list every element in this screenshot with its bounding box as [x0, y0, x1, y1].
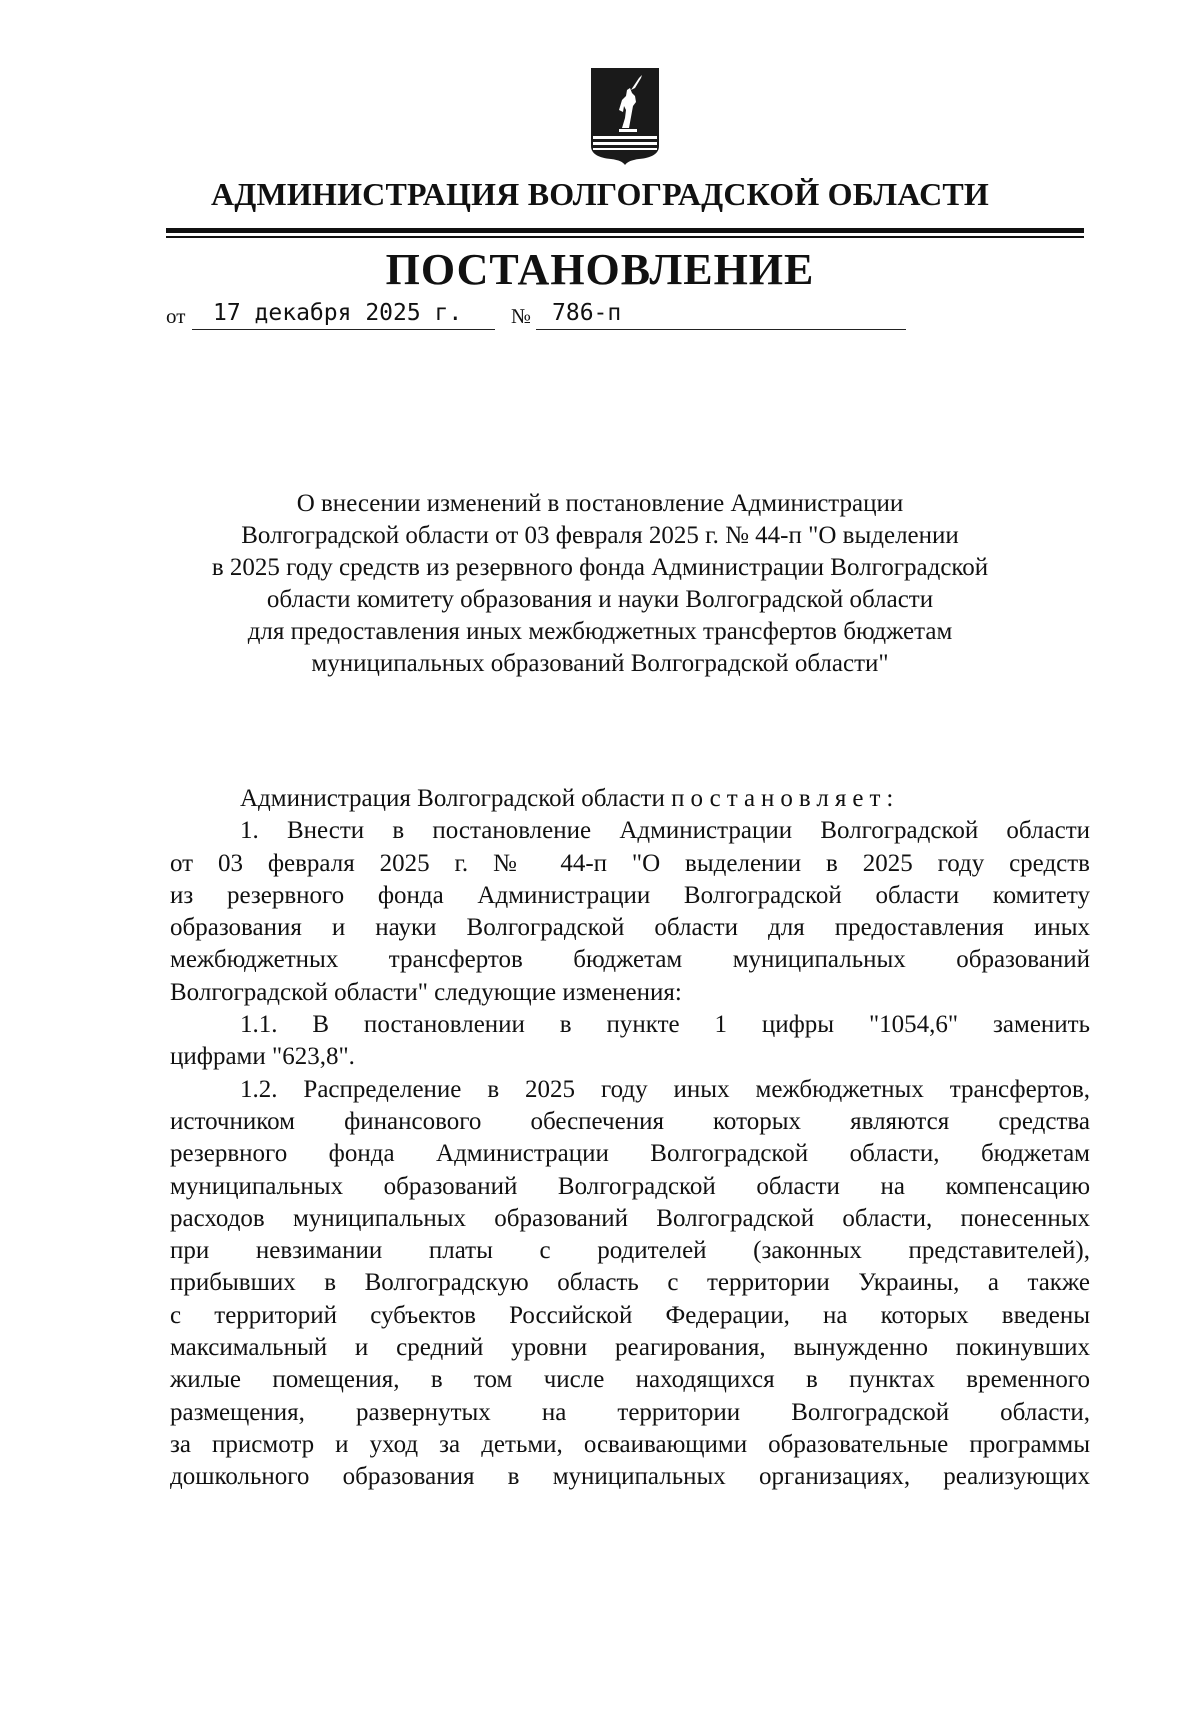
intro-line: [170, 783, 1090, 815]
paragraph-1-line: межбюджетных трансфертов бюджетам муниципальных образований: [170, 946, 1090, 974]
paragraph-1-2-line: муниципальных образований Волгоградской области на компенсацию: [170, 1172, 1090, 1200]
subject-line: для предоставления иных межбюджетных трансфертов бюджетам: [247, 618, 953, 645]
paragraph-1-2-line: максимальный и средний уровни реагирования, вынужденно покинувших: [170, 1334, 1090, 1362]
volgograd-coat-of-arms-icon: [589, 66, 661, 166]
date-underline: [192, 329, 495, 330]
paragraph-1-2-line: расходов муниципальных образований Волгоградской области, понесенных: [170, 1204, 1090, 1232]
intro-prefix: Администрация Волгоградской области: [240, 785, 665, 812]
document-subject: [150, 488, 1050, 680]
document-body: [170, 783, 1090, 1494]
document-meta: [166, 300, 766, 332]
paragraph-1-line: Волгоградской области" следующие изменения:: [170, 978, 682, 1006]
document-date: 17 декабря 2025 г.: [213, 300, 463, 326]
header-rule-thick: [166, 228, 1084, 233]
date-label: от: [166, 304, 186, 328]
paragraph-1-2-line: жилые помещения, в том числе находящихся в пунктах временного: [170, 1366, 1090, 1394]
paragraph-1-2-line: с территорий субъектов Российской Федерации, на которых введены: [170, 1301, 1090, 1329]
number-underline: [536, 329, 906, 330]
paragraph-1-2-line: резервного фонда Администрации Волгоградской области, бюджетам: [170, 1140, 1090, 1168]
paragraph-1-line: образования и науки Волгоградской области для предоставления иных: [170, 914, 1090, 942]
paragraph-1-2-line: прибывших в Волгоградскую область с территории Украины, а также: [170, 1269, 1090, 1297]
document-number: 786-п: [552, 300, 622, 326]
paragraph-1-2-line: при невзимании платы с родителей (законных представителей),: [170, 1237, 1090, 1265]
paragraph-1-2-line: дошкольного образования в муниципальных организациях, реализующих: [170, 1463, 1090, 1491]
paragraph-1-2-line: источником финансового обеспечения которых являются средства: [170, 1107, 1090, 1135]
paragraph-1-1-line: цифрами "623,8".: [170, 1043, 355, 1071]
paragraph-1-2-line: 1.2. Распределение в 2025 году иных межбюджетных трансфертов,: [240, 1075, 1090, 1103]
subject-line: муниципальных образований Волгоградской области": [311, 650, 889, 677]
paragraph-1-line: из резервного фонда Администрации Волгоградской области комитету: [170, 881, 1090, 909]
subject-line: в 2025 году средств из резервного фонда Администрации Волгоградской: [211, 554, 989, 581]
paragraph-1-2-line: за присмотр и уход за детьми, осваивающими образовательные программы: [170, 1430, 1090, 1458]
document-type-title: ПОСТАНОВЛЕНИЕ: [385, 245, 815, 294]
subject-line: области комитету образования и науки Волгоградской области: [266, 586, 934, 613]
organization-title: АДМИНИСТРАЦИЯ ВОЛГОГРАДСКОЙ ОБЛАСТИ: [210, 176, 990, 212]
number-label: №: [511, 304, 532, 328]
subject-line: Волгоградской области от 03 февраля 2025 г. № 44-п "О выделении: [241, 522, 959, 549]
paragraph-1-2-line: размещения, развернутых на территории Волгоградской области,: [170, 1398, 1090, 1426]
header-rule-thin: [166, 236, 1084, 238]
paragraph-1-line: 1. Внести в постановление Администрации Волгоградской области: [240, 817, 1090, 845]
paragraph-1-1-line: 1.1. В постановлении в пункте 1 цифры "1054,6" заменить: [240, 1011, 1090, 1039]
subject-line: О внесении изменений в постановление Администрации: [296, 490, 904, 517]
paragraph-1-line: от 03 февраля 2025 г. № 44-п "О выделении в 2025 году средств: [170, 849, 1090, 877]
intro-verb: постановляет:: [671, 785, 900, 812]
